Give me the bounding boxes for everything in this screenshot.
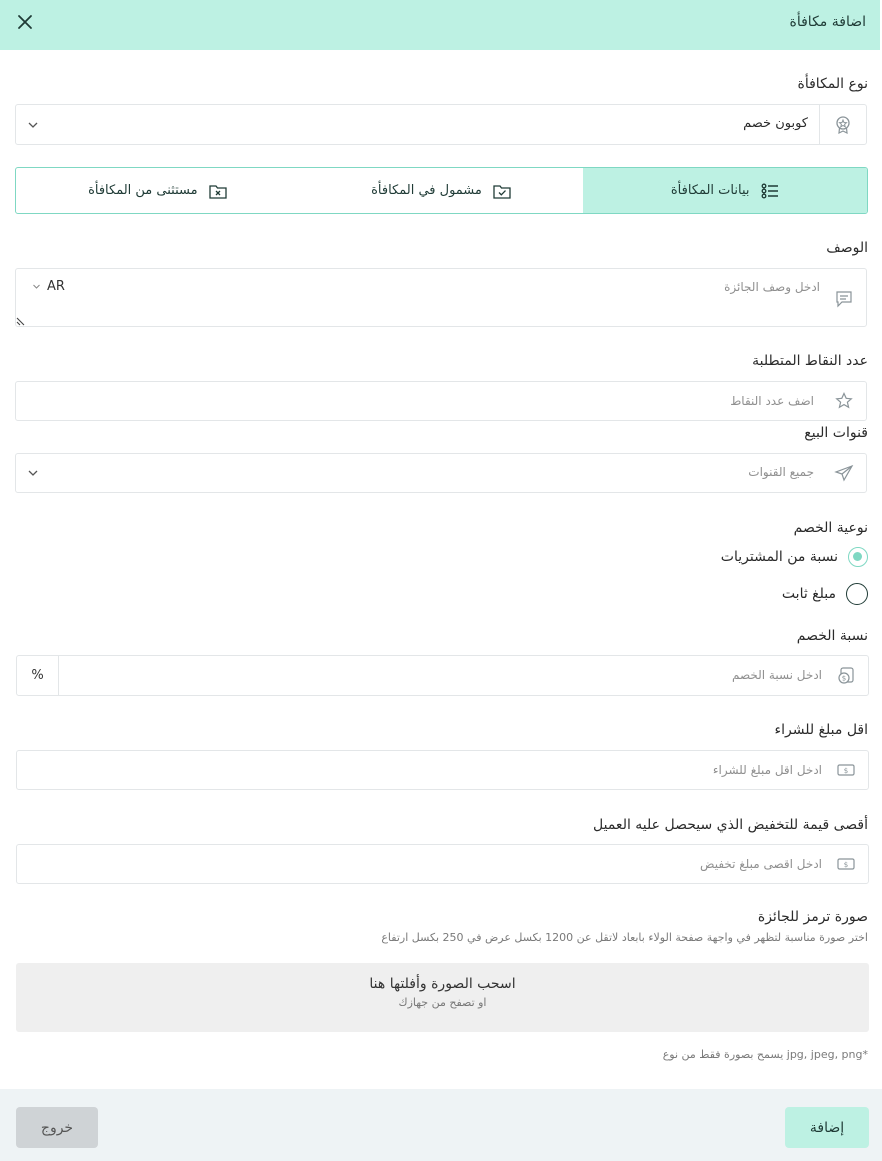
tab-included-label: مشمول في المكافأة bbox=[371, 183, 482, 198]
money-icon bbox=[836, 760, 856, 780]
points-placeholder: اضف عدد النقاط bbox=[730, 394, 814, 408]
language-value: AR bbox=[47, 279, 65, 294]
radio-fixed[interactable] bbox=[782, 583, 868, 605]
tab-excluded-label: مستثنى من المكافأة bbox=[88, 183, 198, 198]
svg-text:$: $ bbox=[843, 861, 849, 869]
max-discount-placeholder: ادخل اقصى مبلغ تخفيض bbox=[700, 857, 822, 871]
points-label: عدد النقاط المتطلبة bbox=[752, 353, 868, 369]
radio-percentage[interactable] bbox=[721, 547, 868, 567]
image-label: صورة ترمز للجائزة bbox=[757, 909, 868, 925]
chevron-down-icon bbox=[32, 282, 41, 291]
close-icon[interactable] bbox=[14, 11, 36, 33]
dropzone-browse-link[interactable]: او تصفح من جهازك bbox=[398, 996, 487, 1009]
percent-suffix: % bbox=[17, 656, 59, 695]
comment-icon bbox=[834, 289, 854, 309]
coins-icon bbox=[836, 666, 856, 686]
dialog-header bbox=[0, 0, 880, 50]
folder-x-icon bbox=[208, 181, 228, 201]
description-label: الوصف bbox=[826, 240, 868, 256]
tab-included[interactable] bbox=[300, 168, 584, 213]
tab-excluded[interactable] bbox=[16, 168, 300, 213]
channels-placeholder: جميع القنوات bbox=[748, 465, 814, 479]
resize-handle-icon[interactable] bbox=[16, 316, 26, 326]
exit-button[interactable]: خروج bbox=[16, 1107, 98, 1148]
svg-text:$: $ bbox=[843, 767, 849, 775]
folder-check-icon bbox=[492, 181, 512, 201]
description-placeholder: ادخل وصف الجائزة bbox=[724, 280, 820, 294]
list-icon bbox=[760, 181, 780, 201]
language-select[interactable] bbox=[32, 279, 65, 294]
points-input[interactable] bbox=[15, 381, 867, 421]
tab-reward-data[interactable] bbox=[583, 168, 867, 213]
description-field[interactable] bbox=[15, 268, 867, 327]
dropzone-title: اسحب الصورة وأفلتها هنا bbox=[369, 976, 516, 992]
discount-percent-input[interactable] bbox=[16, 655, 869, 696]
channels-label: قنوات البيع bbox=[804, 425, 868, 441]
money-icon bbox=[836, 854, 856, 874]
reward-type-icon-cell bbox=[819, 105, 866, 144]
tab-reward-data-label: بيانات المكافأة bbox=[670, 183, 750, 198]
min-purchase-placeholder: ادخل اقل مبلغ للشراء bbox=[712, 763, 822, 777]
discount-type-label: نوعية الخصم bbox=[793, 520, 868, 536]
dialog-title: اضافة مكافأة bbox=[789, 14, 866, 30]
send-icon bbox=[834, 463, 854, 483]
dialog-footer bbox=[0, 1089, 882, 1161]
max-discount-input[interactable] bbox=[16, 844, 869, 884]
chevron-down-icon bbox=[26, 466, 40, 480]
reward-type-select[interactable] bbox=[15, 104, 867, 145]
min-purchase-input[interactable] bbox=[16, 750, 869, 790]
svg-text:$: $ bbox=[841, 674, 847, 682]
channels-select[interactable] bbox=[15, 453, 867, 493]
star-icon bbox=[834, 391, 854, 411]
image-hint: اختر صورة مناسبة لتظهر في واجهة صفحة الولاء بابعاد لاتقل عن 1200 بكسل عرض في 250 بكسل ارتفاع bbox=[381, 931, 868, 944]
radio-percentage-indicator[interactable] bbox=[848, 547, 868, 567]
image-format-note: يسمح بصورة فقط من نوع jpg, jpeg, png* bbox=[662, 1048, 868, 1061]
min-purchase-label: اقل مبلغ للشراء bbox=[774, 722, 868, 738]
radio-fixed-label: مبلغ ثابت bbox=[781, 586, 836, 602]
image-dropzone[interactable] bbox=[16, 963, 869, 1032]
add-button[interactable]: إضافة bbox=[785, 1107, 869, 1148]
reward-tabs bbox=[15, 167, 868, 214]
reward-type-label: نوع المكافأة bbox=[797, 76, 868, 92]
radio-fixed-indicator[interactable] bbox=[846, 583, 868, 605]
chevron-down-icon bbox=[26, 118, 40, 132]
badge-icon bbox=[833, 115, 853, 135]
radio-percentage-label: نسبة من المشتريات bbox=[720, 549, 838, 565]
reward-type-value: كوبون خصم bbox=[743, 116, 808, 131]
discount-percent-label: نسبة الخصم bbox=[796, 628, 868, 644]
max-discount-label: أقصى قيمة للتخفيض الذي سيحصل عليه العميل bbox=[593, 817, 868, 833]
discount-percent-placeholder: ادخل نسبة الخصم bbox=[731, 668, 822, 682]
